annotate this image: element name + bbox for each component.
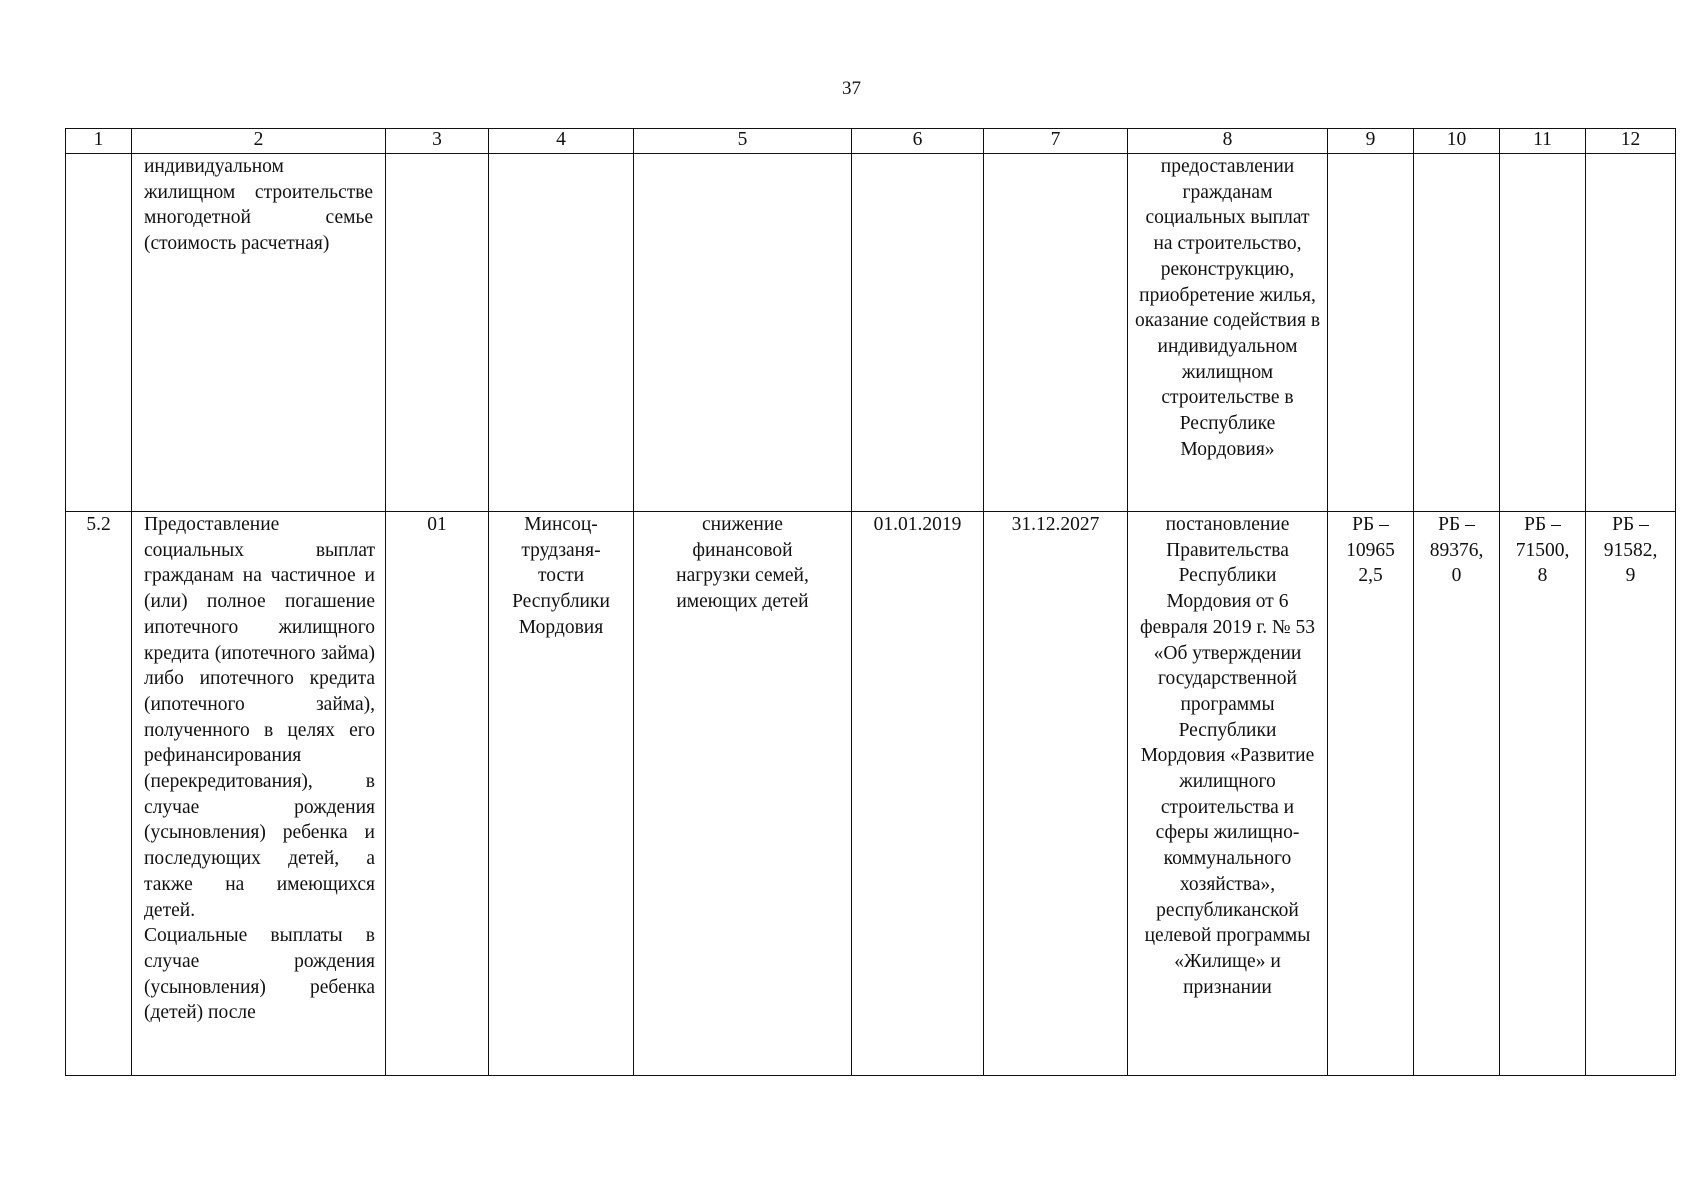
header-col-12: 12 <box>1586 129 1676 154</box>
cell-funding-col-12: РБ – 91582, 9 <box>1586 512 1676 1076</box>
cell-legal-basis: постановление Правительства Республики Мордовия от 6 февраля 2019 г. № 53 «Об утверждении государственной программы Республики Мордовия «Развитие жилищного строительства и сферы жилищно-коммунального хозяйства», республиканской целевой программы «Жилище» и признании <box>1128 512 1328 1076</box>
header-col-3: 3 <box>386 129 489 154</box>
cell-empty <box>1500 154 1586 512</box>
header-col-7: 7 <box>984 129 1128 154</box>
program-table <box>65 128 1676 1076</box>
cell-expected-result: снижение финансовой нагрузки семей, имеющих детей <box>634 512 852 1076</box>
cell-empty <box>489 154 634 512</box>
cell-funding-col-11: РБ – 71500, 8 <box>1500 512 1586 1076</box>
cell-empty <box>634 154 852 512</box>
header-col-10: 10 <box>1414 129 1500 154</box>
header-col-11: 11 <box>1500 129 1586 154</box>
cell-start-date: 01.01.2019 <box>852 512 984 1076</box>
cell-funding-col-10: РБ – 89376, 0 <box>1414 512 1500 1076</box>
cell-number <box>66 154 132 512</box>
table-row <box>66 154 1676 512</box>
header-col-9: 9 <box>1328 129 1414 154</box>
cell-code: 01 <box>386 512 489 1076</box>
cell-number: 5.2 <box>66 512 132 1076</box>
page-number: 37 <box>842 78 861 99</box>
header-col-2: 2 <box>132 129 386 154</box>
table-header-row <box>66 129 1676 154</box>
cell-empty <box>1414 154 1500 512</box>
cell-empty <box>1328 154 1414 512</box>
cell-funding-col-9: РБ – 10965 2,5 <box>1328 512 1414 1076</box>
cell-empty <box>386 154 489 512</box>
header-col-5: 5 <box>634 129 852 154</box>
header-col-8: 8 <box>1128 129 1328 154</box>
cell-empty <box>852 154 984 512</box>
cell-empty <box>984 154 1128 512</box>
table-row <box>66 512 1676 1076</box>
cell-legal-basis: предоставлении гражданам социальных выплат на строительство, реконструкцию, приобретение жилья, оказание содействия в индивидуальном жилищном строительстве в Республике Мордовия» <box>1128 154 1328 512</box>
cell-measure-name: Предоставление социальных выплат гражданам на частичное и (или) полное погашение ипотечного жилищного кредита (ипотечного займа) либо ипотечного кредита (ипотечного займа), полученного в целях его рефинансирования (перекредитования), в случае рождения (усыновления) ребенка и последующих детей, а также на имеющихся детей. Социальные выплаты в случае рождения (усыновления) ребенка (детей) после <box>132 512 386 1076</box>
header-col-6: 6 <box>852 129 984 154</box>
cell-measure-name: индивидуальном жилищном строительстве многодетной семье (стоимость расчетная) <box>132 154 386 512</box>
cell-empty <box>1586 154 1676 512</box>
cell-executor: Минсоц- трудзаня- тости Республики Мордовия <box>489 512 634 1076</box>
header-col-1: 1 <box>66 129 132 154</box>
cell-end-date: 31.12.2027 <box>984 512 1128 1076</box>
header-col-4: 4 <box>489 129 634 154</box>
